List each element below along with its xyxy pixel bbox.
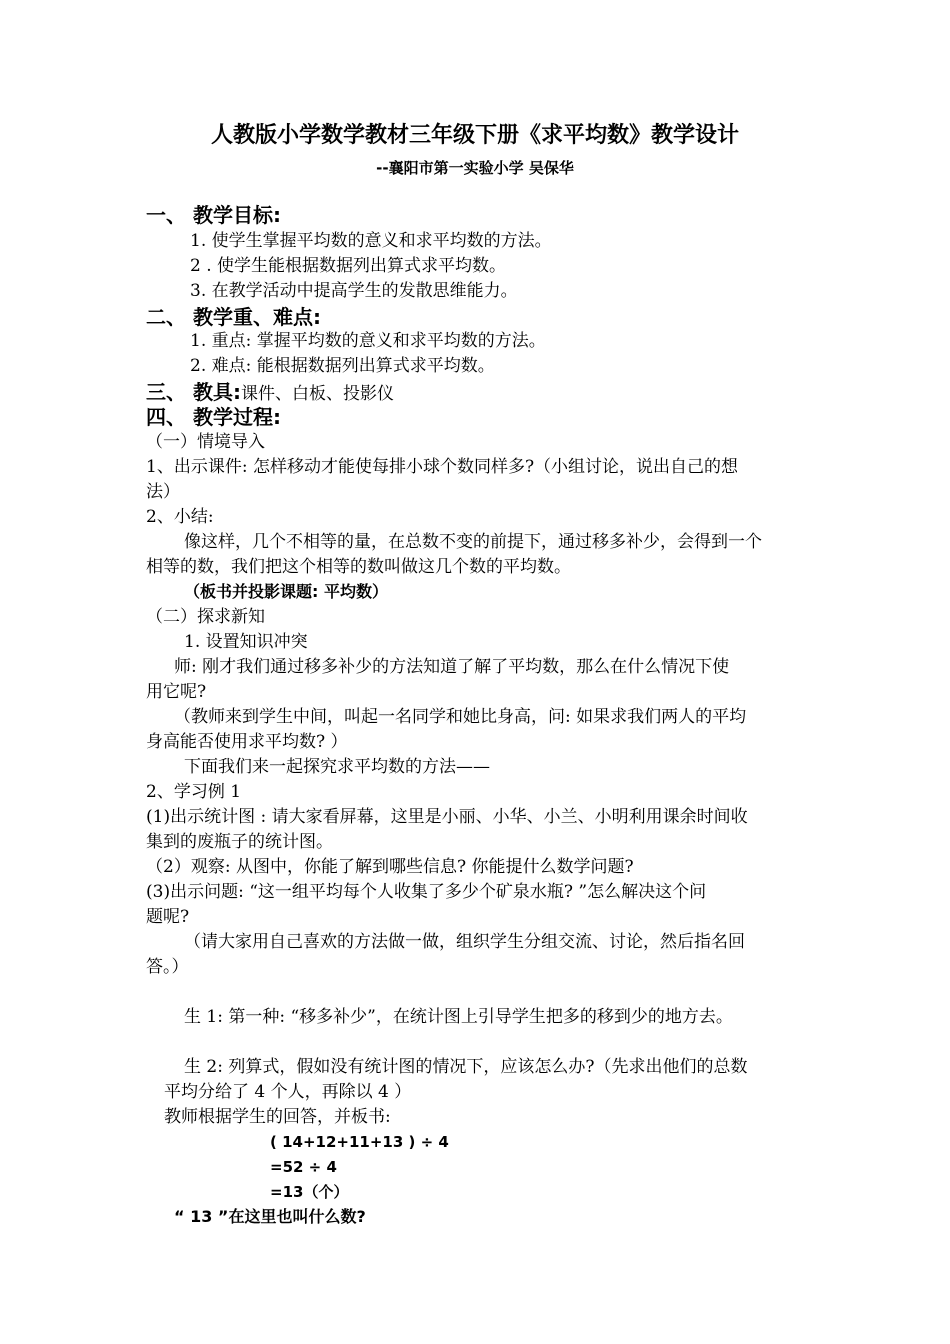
section-heading-tools	[146, 379, 394, 407]
body-line: 下面我们来一起探究求平均数的方法——	[184, 757, 490, 777]
objective-item: 3. 在教学活动中提高学生的发散思维能力。	[190, 281, 518, 301]
body-line: 集到的废瓶子的统计图。	[146, 832, 333, 852]
body-line: (1)出示统计图 : 请大家看屏幕，这里是小丽、小华、小兰、小明利用课余时间收	[146, 807, 748, 827]
section-heading-objectives: 一、 教学目标:	[146, 203, 281, 227]
question-line: “ 13 ”在这里也叫什么数?	[174, 1207, 366, 1226]
body-line: （二）探求新知	[146, 607, 265, 627]
section-heading-key-points: 二、 教学重、难点:	[146, 305, 321, 329]
body-line: （一）情境导入	[146, 432, 265, 452]
body-line: 1. 设置知识冲突	[184, 632, 308, 652]
body-line: 1、出示课件: 怎样移动才能使每排小球个数同样多?（小组讨论，说出自己的想	[146, 457, 739, 477]
body-line: （请大家用自己喜欢的方法做一做，组织学生分组交流、讨论，然后指名回	[184, 932, 745, 952]
body-line: 相等的数，我们把这个相等的数叫做这几个数的平均数。	[146, 557, 571, 577]
tools-text: 课件、白板、投影仪	[240, 384, 394, 404]
student-answer-1: 生 1: 第一种: “移多补少”，在统计图上引导学生把多的移到少的地方去。	[184, 1007, 733, 1027]
body-line: 题呢?	[146, 907, 190, 927]
body-line: （教师来到学生中间，叫起一名同学和她比身高，问: 如果求我们两人的平均	[174, 707, 747, 727]
student-answer-2: 生 2: 列算式，假如没有统计图的情况下，应该怎么办?（先求出他们的总数	[184, 1057, 748, 1077]
body-line: 用它呢?	[146, 682, 207, 702]
key-point-item: 2. 难点: 能根据数据列出算式求平均数。	[190, 356, 495, 376]
section-heading-process: 四、 教学过程:	[146, 405, 281, 429]
author-line: --襄阳市第一实验小学 吴保华	[376, 159, 574, 177]
body-line: 平均分给了 4 个人，再除以 4 ）	[164, 1082, 412, 1102]
body-line: 2、学习例 1	[146, 782, 242, 802]
board-title-note: （板书并投影课题: 平均数）	[184, 582, 388, 601]
objective-item: 1. 使学生掌握平均数的意义和求平均数的方法。	[190, 231, 552, 251]
formula-line: =52 ÷ 4	[270, 1158, 337, 1176]
body-line: （2）观察: 从图中，你能了解到哪些信息? 你能提什么数学问题?	[146, 857, 634, 877]
page-title: 人教版小学数学教材三年级下册《求平均数》教学设计	[210, 123, 739, 148]
body-line: 身高能否使用求平均数? ）	[146, 732, 348, 752]
key-point-item: 1. 重点: 掌握平均数的意义和求平均数的方法。	[190, 331, 546, 351]
body-line: 2、小结:	[146, 507, 214, 527]
body-line: 答。）	[146, 957, 189, 977]
body-line: (3)出示问题: “这一组平均每个人收集了多少个矿泉水瓶? ”怎么解决这个问	[146, 882, 707, 902]
formula-line: =13（个）	[270, 1183, 349, 1201]
body-line: 法）	[146, 482, 180, 502]
tools-heading: 三、 教具:	[146, 380, 241, 404]
formula-line: ( 14+12+11+13 ) ÷ 4	[270, 1133, 449, 1151]
body-line: 教师根据学生的回答，并板书:	[164, 1107, 391, 1127]
objective-item: 2 . 使学生能根据数据列出算式求平均数。	[190, 256, 507, 276]
body-line: 师: 刚才我们通过移多补少的方法知道了解了平均数，那么在什么情况下使	[174, 657, 730, 677]
body-line: 像这样，几个不相等的量，在总数不变的前提下，通过移多补少，会得到一个	[184, 532, 762, 552]
